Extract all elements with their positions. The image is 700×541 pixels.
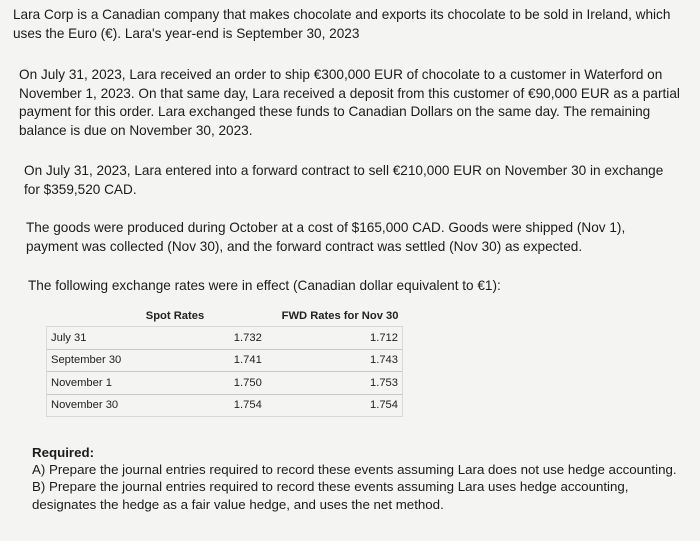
- header-spot-rates: Spot Rates: [145, 309, 205, 322]
- row-spot-rate: 1.732: [146, 327, 266, 350]
- goods-paragraph: The goods were produced during October at a cost of $165,000 CAD. Goods were shipped (Nov 1), payment was collected (Nov 30), and the forward contract was settled (Nov 30) as expected.: [26, 220, 626, 254]
- table-row: [47, 349, 403, 372]
- table-row: [47, 372, 403, 395]
- intro-paragraph: Lara Corp is a Canadian company that makes chocolate and exports its chocolate to be sold in Ireland, which uses the Euro (€). Lara's year-end is September 30, 2023: [13, 7, 671, 41]
- header-fwd-rates: FWD Rates for Nov 30: [281, 309, 399, 322]
- row-fwd-rate: 1.712: [266, 327, 403, 350]
- forward-contract-paragraph: On July 31, 2023, Lara entered into a forward contract to sell €210,000 EUR on November 30 in exchange for $359,520 CAD.: [24, 163, 664, 197]
- row-spot-rate: 1.750: [146, 372, 266, 395]
- row-fwd-rate: 1.754: [266, 394, 403, 417]
- exchange-rates-table: [46, 305, 403, 417]
- row-spot-rate: 1.741: [146, 349, 266, 372]
- header-date: [47, 305, 146, 327]
- table-header-row: [47, 305, 403, 327]
- table-row: [47, 327, 403, 350]
- required-title: Required:: [32, 445, 95, 460]
- row-date: November 30: [47, 394, 146, 417]
- required-section: [32, 444, 682, 513]
- requirement-a: A) Prepare the journal entries required to record these events assuming Lara does not use hedge accounting.: [32, 462, 677, 478]
- row-spot-rate: 1.754: [146, 394, 266, 417]
- row-date: July 31: [47, 327, 146, 350]
- row-fwd-rate: 1.753: [266, 372, 403, 395]
- row-date: September 30: [47, 349, 146, 372]
- requirement-b: B) Prepare the journal entries required to record these events assuming Lara uses hedge accounting, designates the hedge as a fair value hedge, and uses the net method.: [32, 479, 629, 512]
- row-fwd-rate: 1.743: [266, 349, 403, 372]
- order-paragraph: On July 31, 2023, Lara received an order to ship €300,000 EUR of chocolate to a customer in Waterford on November 1, 2023. On that same day, Lara received a deposit from this customer of €90,000 EUR as a partial payment for this order. Lara exchanged these funds to Canadian Dollars on the same day. The remaining balance is due on November 30, 2023.: [19, 67, 680, 138]
- table-row: [47, 394, 403, 417]
- row-date: November 1: [47, 372, 146, 395]
- rates-intro-paragraph: The following exchange rates were in effect (Canadian dollar equivalent to €1):: [28, 278, 501, 293]
